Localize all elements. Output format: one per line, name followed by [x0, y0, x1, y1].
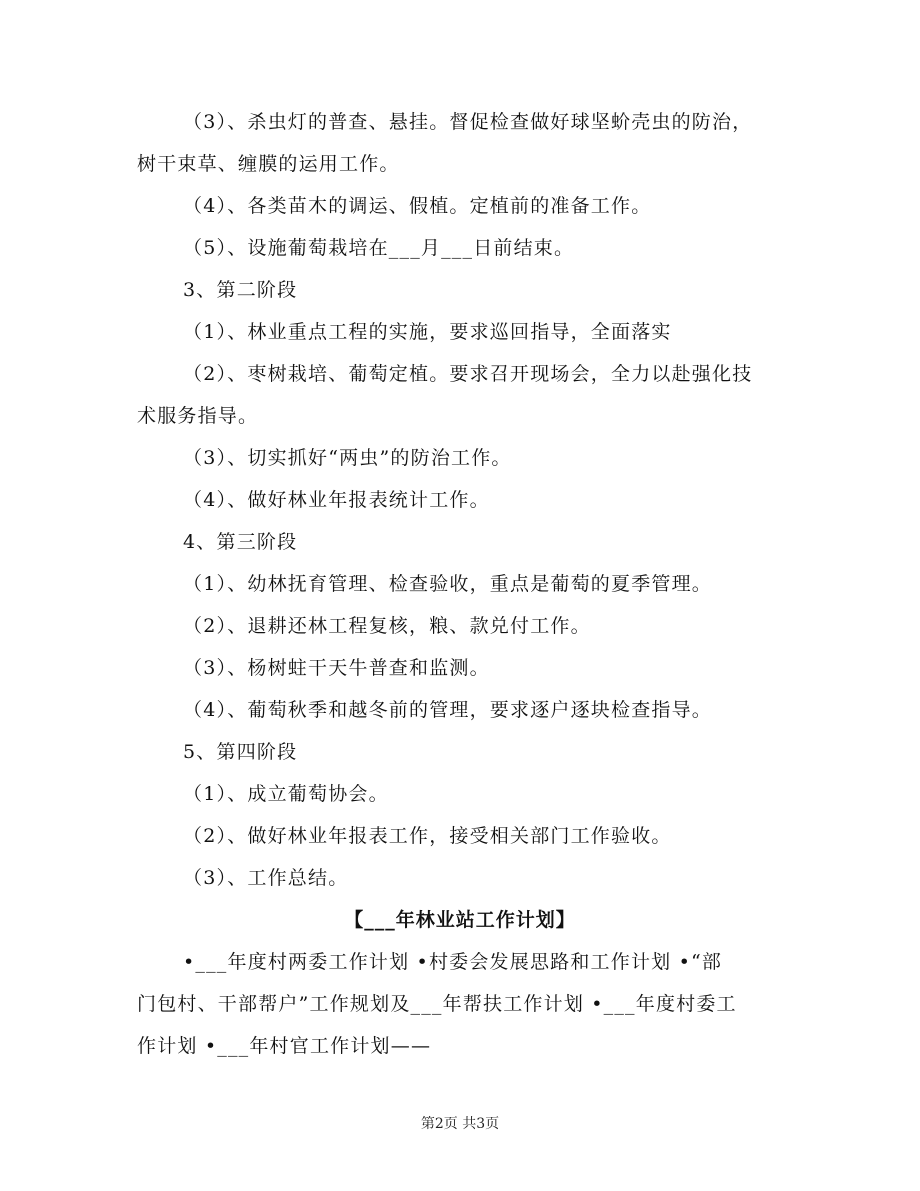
text-line: （4）、葡萄秋季和越冬前的管理，要求逐户逐块检查指导。 [183, 699, 712, 721]
text-line: 树干束草、缠膜的运用工作。 [137, 153, 400, 175]
text-line: （4）、做好林业年报表统计工作。 [183, 489, 490, 511]
text-line: （3）、工作总结。 [183, 867, 349, 889]
text-line: （1）、成立葡萄协会。 [183, 783, 389, 805]
text-line: （2）、做好林业年报表工作，接受相关部门工作验收。 [183, 825, 672, 847]
text-line: （2）、退耕还林工程复核，粮、款兑付工作。 [183, 615, 591, 637]
page-number: 第2页 共3页 [420, 1116, 500, 1132]
section-title: 【___年林业站工作计划】 [344, 909, 576, 931]
text-line: （3）、杀虫灯的普查、悬挂。督促检查做好球坚蚧壳虫的防治， [183, 111, 753, 133]
related-links-line[interactable]: 门包村、干部帮户”工作规划及___年帮扶工作计划 •___年度村委工 [137, 993, 737, 1015]
related-links-line[interactable]: •___年度村两委工作计划 •村委会发展思路和工作计划 •“部 [183, 951, 723, 973]
section-heading: 5、第四阶段 [183, 741, 298, 763]
text-line: （2）、枣树栽培、葡萄定植。要求召开现场会，全力以赴强化技 [183, 363, 753, 385]
related-links-line[interactable]: 作计划 •___年村官工作计划—— [137, 1035, 432, 1057]
text-line: （3）、杨树蛀干天牛普查和监测。 [183, 657, 490, 679]
text-line: （1）、林业重点工程的实施，要求巡回指导，全面落实 [183, 321, 672, 343]
section-heading: 3、第二阶段 [183, 279, 298, 301]
text-line: （4）、各类苗木的调运、假植。定植前的准备工作。 [183, 195, 652, 217]
text-line: 术服务指导。 [137, 405, 259, 427]
section-heading: 4、第三阶段 [183, 531, 298, 553]
text-line: （1）、幼林抚育管理、检查验收，重点是葡萄的夏季管理。 [183, 573, 712, 595]
text-line: （5）、设施葡萄栽培在___月___日前结束。 [183, 237, 575, 259]
text-line: （3）、切实抓好“两虫”的防治工作。 [183, 447, 512, 469]
